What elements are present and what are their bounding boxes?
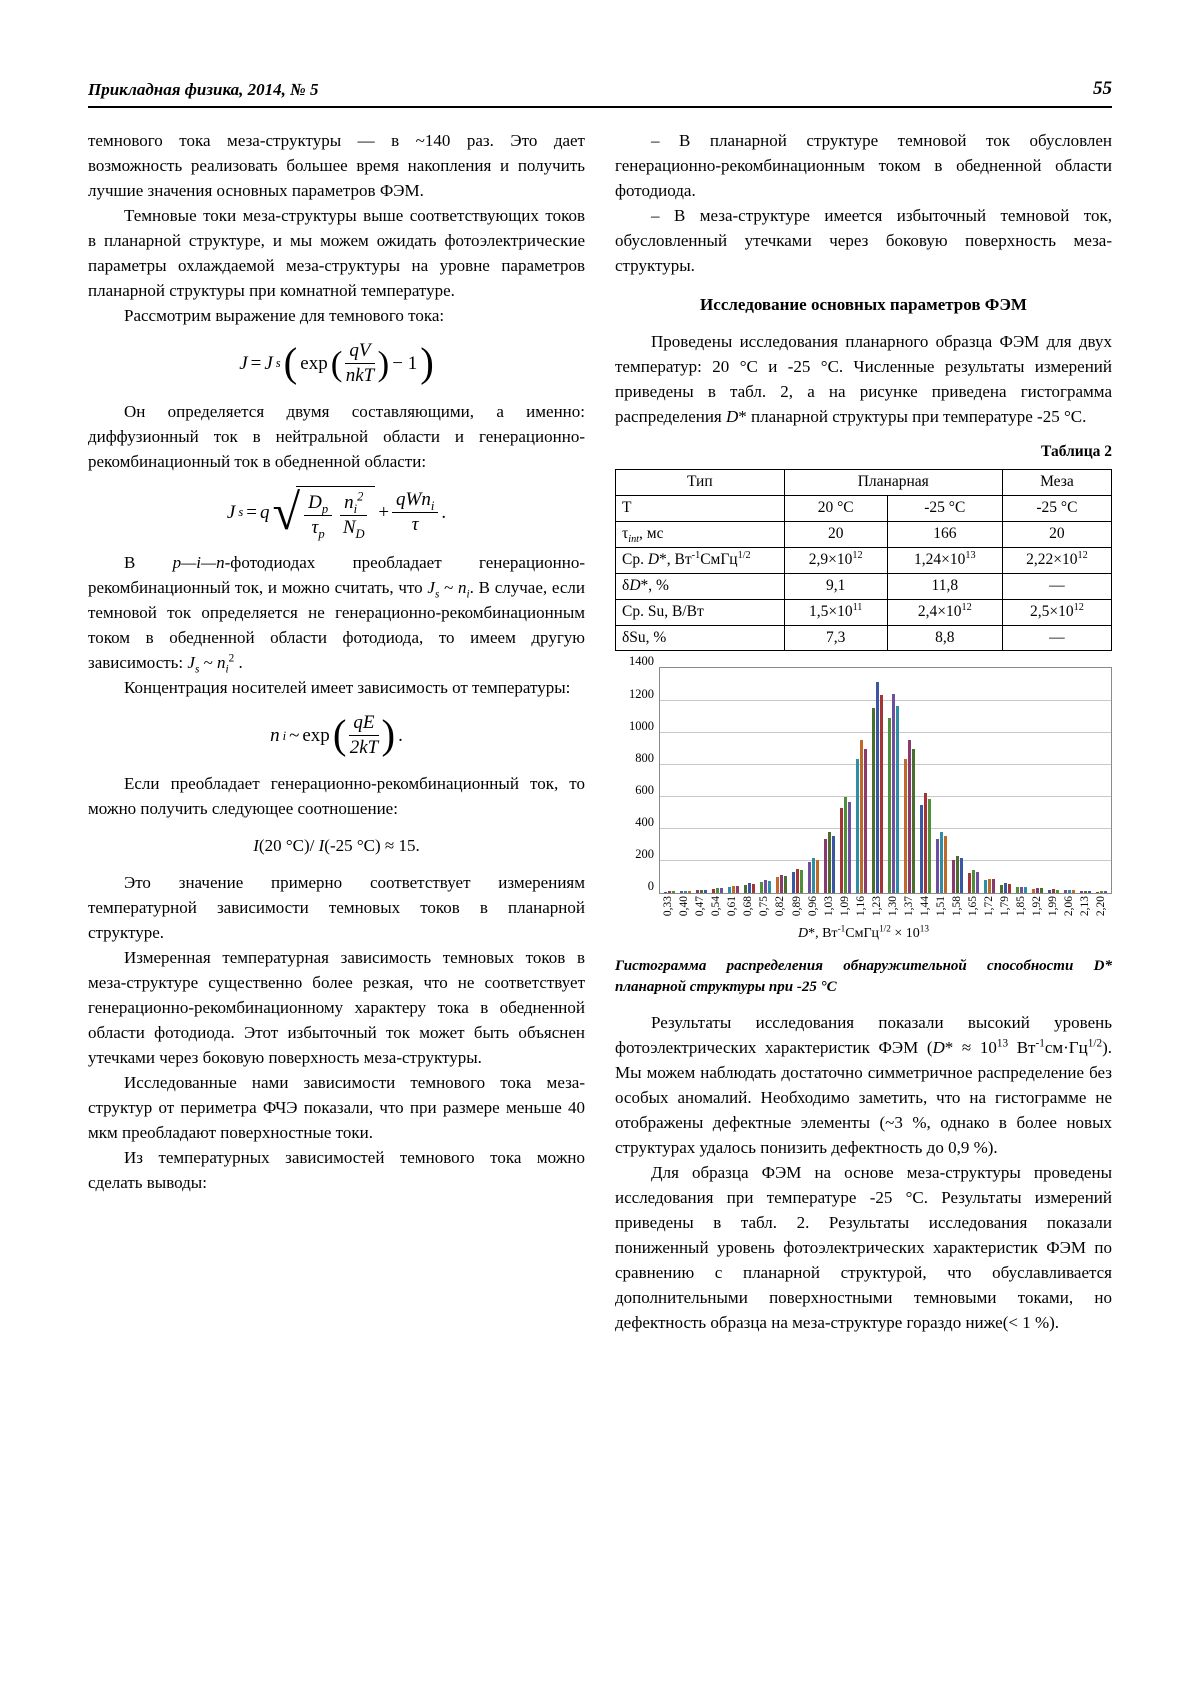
formula-token: n (344, 491, 354, 513)
histogram-bar (1100, 891, 1103, 893)
formula-token: p (321, 501, 329, 516)
histogram-bar (696, 890, 699, 893)
x-tick-slot (998, 896, 1014, 916)
histogram-bar (1016, 887, 1019, 893)
histogram-bar (828, 832, 831, 893)
value-cell: $2,4\times 10^{12}$ (887, 599, 1002, 625)
bar-group (1013, 887, 1029, 893)
right-column (615, 128, 1112, 1335)
y-tick-label: 1400 (629, 654, 654, 669)
histogram-bar (796, 869, 799, 893)
histogram-bar (920, 805, 923, 893)
bar-group (790, 869, 806, 893)
bar-group (1029, 888, 1045, 893)
formula-token: − 1 (392, 352, 418, 374)
close-paren: ) (420, 339, 434, 385)
histogram-bar (888, 718, 891, 893)
table-header-row (616, 470, 1112, 496)
value-cell: — (1002, 573, 1111, 599)
x-tick-label: 1,58 (950, 896, 963, 917)
histogram-bar (1096, 892, 1099, 893)
close-paren: ) (377, 343, 390, 383)
radical-sign: √ (272, 483, 301, 540)
bar-group (965, 870, 981, 893)
x-tick-label: 2,13 (1079, 896, 1092, 917)
y-tick-label: 1000 (629, 718, 654, 733)
section-heading: Исследование основных параметров ФЭМ (700, 295, 1027, 314)
y-tick-label: 0 (647, 879, 654, 894)
formula-token: J (226, 501, 236, 523)
x-tick-label: 1,72 (982, 896, 995, 917)
bar-group (694, 890, 710, 893)
list-item-planar: – В планарной структуре темновой ток обусловлен генерационно-рекомбинационным током в обедненной области фотодиода. (615, 131, 1112, 200)
bar-group (854, 740, 870, 893)
histogram-bar (808, 862, 811, 893)
formula-token: i (353, 501, 358, 516)
x-tick-slot (853, 896, 869, 916)
fraction (340, 489, 367, 541)
formula-token: qWn (396, 488, 431, 510)
y-tick-label: 400 (635, 815, 654, 830)
x-tick-label: 1,37 (902, 896, 915, 917)
x-tick-label: 1,23 (870, 896, 883, 917)
square-root (272, 483, 375, 541)
formula-token: q (259, 501, 270, 523)
value-cell: $1,24\times 10^{13}$ (887, 547, 1002, 573)
value-cell: $2,5\times 10^{12}$ (1002, 599, 1111, 625)
value-cell: 9,1 (784, 573, 887, 599)
bar-group (1061, 890, 1077, 893)
x-tick-slot (869, 896, 885, 916)
denominator: nkT (345, 364, 375, 386)
histogram-bar (960, 858, 963, 893)
histogram-bar (1020, 887, 1023, 893)
column-header-planar: Планарная (784, 470, 1002, 496)
right-paragraph-3: Для образца ФЭМ на основе меза-структуры проведены исследования при температуре -25 °С. Результаты измерений приведены в табл. 2. Результаты исследования показали пониженный уровень фотоэлектрических характеристик ФЭМ по сравнению с планарной структурой, что обуславливается дополнительными поверхностными темновыми токами, но дефектность образца на меза-структуре гораздо ниже(< 1 %). (615, 1162, 1112, 1332)
parameters-table (615, 469, 1112, 651)
x-tick-slot (709, 896, 725, 916)
bar-group (981, 879, 997, 893)
row-label-cell: Т (616, 495, 785, 521)
histogram-bar (792, 872, 795, 893)
bar-group (662, 891, 678, 893)
bar-group (758, 880, 774, 893)
table-row (616, 547, 1112, 573)
histogram-bar (956, 856, 959, 893)
formula-token: 2 (357, 489, 364, 504)
value-cell: $1,5\times 10^{11}$ (784, 599, 887, 625)
histogram-bar (864, 749, 867, 893)
x-tick-slot (837, 896, 853, 916)
x-tick-label: 1,30 (886, 896, 899, 917)
x-tick-label: 2,06 (1063, 896, 1076, 917)
left-paragraph-1: темнового тока меза-структуры — в ~140 раз. Это дает возможность реализовать большее время накопления и получить лучшие значения основных параметров ФЭМ. (88, 131, 585, 200)
bar-group (949, 856, 965, 893)
y-tick-label: 800 (635, 750, 654, 765)
histogram-chart (615, 654, 1112, 945)
value-cell: $2,9\times 10^{12}$ (784, 547, 887, 573)
left-paragraph-2: Темновые токи меза-структуры выше соответствующих токов в планарной структуре, и мы можем ожидать фотоэлектрические параметры охлаждаемой меза-структуры на уровне параметров планарной структуры при комнатной температуре. (88, 206, 585, 300)
histogram-bar (812, 858, 815, 893)
journal-title: Прикладная физика, 2014, № 5 (88, 80, 319, 99)
list-item-mesa: – В меза-структуре имеется избыточный темновой ток, обусловленный утечками через боковую поверхность меза-структуры. (615, 206, 1112, 275)
x-tick-slot (725, 896, 741, 916)
histogram-bar (1104, 891, 1107, 893)
histogram-bar (800, 870, 803, 893)
row-label-cell: $\tau_{int}$, мс (616, 521, 785, 547)
table-row (616, 573, 1112, 599)
fraction (392, 489, 438, 536)
left-paragraph-3: Рассмотрим выражение для темнового тока: (124, 306, 445, 325)
x-tick-slot (1062, 896, 1078, 916)
row-label-cell: Ср. Su, В/Вт (616, 599, 785, 625)
radicand (296, 486, 375, 539)
histogram-bar (1004, 883, 1007, 893)
histogram-bar (668, 891, 671, 893)
fraction (349, 712, 378, 759)
histogram-bar (720, 888, 723, 893)
histogram-bar (968, 873, 971, 893)
bar-group (918, 793, 934, 893)
histogram-bar (1048, 890, 1051, 893)
x-tick-slot (934, 896, 950, 916)
numerator: qV (345, 340, 374, 364)
x-tick-slot (773, 896, 789, 916)
histogram-bar (748, 883, 751, 893)
x-tick-slot (789, 896, 805, 916)
histogram-bar (816, 860, 819, 893)
x-tick-label: 0,54 (710, 896, 723, 917)
histogram-bar (1064, 890, 1067, 893)
formula-token: . (398, 725, 403, 747)
bar-group (710, 888, 726, 893)
x-tick-slot (821, 896, 837, 916)
histogram-bar (860, 740, 863, 893)
x-tick-slot (741, 896, 757, 916)
bar-group (1093, 891, 1109, 893)
x-tick-slot (950, 896, 966, 916)
left-column (88, 128, 585, 1335)
row-label-cell: δSu, % (616, 625, 785, 651)
numerator: qE (349, 712, 378, 736)
close-paren: ) (381, 712, 396, 758)
left-paragraph-7: Если преобладает генерационно-рекомбинационный ток, то можно получить следующее соотношение: (88, 774, 585, 819)
histogram-bar (700, 890, 703, 893)
histogram-bar (992, 879, 995, 893)
histogram-bar (784, 876, 787, 893)
x-tick-label: 1,65 (966, 896, 979, 917)
page-number: 55 (1093, 78, 1112, 99)
histogram-bar (872, 708, 875, 893)
bar-group (806, 858, 822, 893)
value-cell: 166 (887, 521, 1002, 547)
histogram-bar (768, 881, 771, 893)
x-tick-label: 0,75 (758, 896, 771, 917)
bar-group (1077, 891, 1093, 893)
table-row (616, 599, 1112, 625)
histogram-bar (944, 836, 947, 893)
bar-group (822, 832, 838, 893)
histogram-bar (832, 836, 835, 893)
formula-saturation-current: J s = q √ $\frac{D_p}{\tau_p}$ $\frac{n_i^2}{N_D}$ + $\frac{qWn_i}{\tau}$ . (226, 483, 447, 541)
x-tick-slot (1030, 896, 1046, 916)
histogram-bar (940, 832, 943, 893)
x-tick-label: 1,92 (1030, 896, 1043, 917)
formula-token: D (355, 526, 365, 541)
left-paragraph-9: Измеренная температурная зависимость темновых токов в меза-структуре существенно более резкая, что не соответствует генерационно-рекомбинационному характеру тока в обедненной области фотодиода. Этот избыточный ток может быть объяснен утечками через боковую поверхность меза-структуры. (88, 948, 585, 1068)
fraction (304, 492, 332, 539)
histogram-bar (1024, 887, 1027, 893)
histogram-bar (664, 892, 667, 893)
right-paragraph-2: Результаты исследования показали высокий уровень фотоэлектрических характеристик ФЭМ ($D* \approx 10^{13}$ $Вт^{-1}см\cdot Гц^{1/2}$). Мы можем наблюдать достаточно симметричное распределение без особых аномалий. Необходимо заметить, что на гистограмме не отображены дефектные элементы (~3 %, однако в более новых структурах удалось понизить дефектность до 0,9 %). (615, 1012, 1112, 1157)
histogram-bar (684, 891, 687, 893)
histogram-bar (1000, 885, 1003, 893)
x-tick-slot (1014, 896, 1030, 916)
value-cell: $2,22\times 10^{12}$ (1002, 547, 1111, 573)
y-tick-label: 600 (635, 783, 654, 798)
left-paragraph-5: В p—i—n-фотодиодах преобладает генерационно-рекомбинационный ток, и можно считать, что $J_s$ ~ $n_i$. В случае, если темновой ток определяется не генерационно-рекомбинационным током в обедненной области фотодиода, то имеем другую зависимость: $J_s$ ~ $n_i^2$ . (88, 553, 585, 676)
chart-x-title: D*, $Вт^{-1}СмГц^{1/2} \times 10^{13}$ (797, 922, 930, 941)
histogram-bar (1040, 888, 1043, 893)
x-tick-slot (918, 896, 934, 916)
x-tick-slot (757, 896, 773, 916)
bar-group (933, 832, 949, 893)
value-cell: 20 (1002, 521, 1111, 547)
x-tick-label: 0,89 (790, 896, 803, 917)
histogram-bar (1080, 891, 1083, 893)
column-header-type: Тип (616, 470, 785, 496)
left-paragraph-10: Исследованные нами зависимости темнового тока меза-структур от периметра ФЧЭ показали, что при размере меньше 40 мкм преобладают поверхностные токи. (88, 1073, 585, 1143)
x-tick-label: 0,47 (694, 896, 707, 917)
bar-group (678, 891, 694, 893)
formula-token: . (441, 501, 447, 523)
histogram-bar (924, 793, 927, 893)
histogram-bar (880, 695, 883, 893)
open-paren: ( (332, 712, 347, 758)
x-tick-label: 0,82 (774, 896, 787, 917)
value-cell: — (1002, 625, 1111, 651)
histogram-bar (736, 886, 739, 893)
bar-group (1045, 889, 1061, 893)
denominator: 2kT (349, 737, 379, 759)
bar-group (838, 797, 854, 893)
histogram-bar (908, 740, 911, 893)
formula-token: J (264, 352, 273, 374)
x-tick-slot (677, 896, 693, 916)
histogram-bar (716, 888, 719, 893)
row-label-cell: δD*, % (616, 573, 785, 599)
histogram-bar (1008, 884, 1011, 893)
x-tick-slot (661, 896, 677, 916)
x-tick-slot (885, 896, 901, 916)
histogram-bar (840, 808, 843, 893)
bar-group (902, 740, 918, 893)
histogram-bar (848, 802, 851, 893)
histogram-bar (972, 870, 975, 893)
table-label: Таблица 2 (1041, 443, 1112, 460)
formula-token: i (430, 498, 435, 513)
x-tick-label: 1,16 (854, 896, 867, 917)
chart-plot (659, 667, 1112, 894)
open-paren: ( (283, 339, 298, 385)
left-paragraph-11: Из температурных зависимостей темнового тока можно сделать выводы: (88, 1148, 585, 1193)
table-body (616, 495, 1112, 651)
histogram-bar (892, 694, 895, 893)
histogram-bar (1072, 890, 1075, 893)
x-tick-slot (693, 896, 709, 916)
histogram-bar (936, 839, 939, 893)
table-row (616, 521, 1112, 547)
column-header-mesa: Меза (1002, 470, 1111, 496)
histogram-bar (928, 799, 931, 893)
histogram-bar (780, 875, 783, 893)
histogram-bar (984, 880, 987, 893)
formula-token: = (250, 352, 262, 374)
right-paragraph-1: Проведены исследования планарного образца ФЭМ для двух температур: 20 °С и -25 °С. Численные результаты измерений приведены в табл. 2, а на рисунке приведена гистограмма распределения D* планарной структуры при температуре -25 °С. (615, 332, 1112, 426)
x-tick-slot (1046, 896, 1062, 916)
table-row (616, 495, 1112, 521)
x-tick-label: 1,09 (838, 896, 851, 917)
histogram-bar (824, 839, 827, 893)
x-tick-label: 1,99 (1047, 896, 1060, 917)
open-paren: ( (330, 343, 343, 383)
formula-token: ~ (289, 725, 300, 747)
histogram-bar (988, 879, 991, 893)
formula-carrier-concentration: n i ~ exp ( $\frac{qE}{2kT}$ ) . (270, 712, 403, 759)
left-paragraph-8: Это значение примерно соответствует измерениям температурной зависимости темновых токов в планарной структуре. (88, 873, 585, 943)
x-tick-label: 1,03 (822, 896, 835, 917)
x-tick-slot (982, 896, 998, 916)
x-tick-slot (966, 896, 982, 916)
bar-group (726, 886, 742, 893)
histogram-bar (688, 891, 691, 893)
bar-group (774, 875, 790, 893)
value-cell: -25 °С (887, 495, 1002, 521)
x-tick-slot (1078, 896, 1094, 916)
histogram-bar (752, 884, 755, 893)
formula-token: τ (311, 516, 319, 538)
x-tick-label: 0,68 (742, 896, 755, 917)
y-tick-label: 200 (635, 847, 654, 862)
histogram-bar (896, 706, 899, 893)
histogram-bar (776, 877, 779, 893)
histogram-bar (712, 889, 715, 893)
histogram-bar (1052, 889, 1055, 893)
bar-group (870, 682, 886, 893)
histogram-bar (680, 891, 683, 893)
histogram-bar (1088, 891, 1091, 893)
value-cell: 20 (784, 521, 887, 547)
x-tick-label: 1,85 (1014, 896, 1027, 917)
formula-token: J (239, 352, 248, 374)
row-label-cell: Ср. D*, $Вт^{-1}СмГц^{1/2}$ (616, 547, 785, 573)
y-tick-label: 1200 (629, 686, 654, 701)
x-tick-label: 0,33 (662, 896, 675, 917)
histogram-bar (912, 749, 915, 893)
value-cell: 11,8 (887, 573, 1002, 599)
value-cell: -25 °С (1002, 495, 1111, 521)
value-cell: 7,3 (784, 625, 887, 651)
histogram-bar (1036, 888, 1039, 893)
histogram-bar (1056, 890, 1059, 893)
chart-y-axis (615, 654, 659, 894)
x-tick-label: 0,96 (806, 896, 819, 917)
left-paragraph-6: Концентрация носителей имеет зависимость от температуры: (124, 678, 571, 698)
histogram-bar (764, 880, 767, 893)
formula-token: + (378, 501, 390, 523)
value-cell: 20 °С (784, 495, 887, 521)
x-tick-slot (1094, 896, 1110, 916)
histogram-bar (952, 860, 955, 893)
formula-token: exp (302, 725, 330, 747)
formula-token: N (342, 516, 356, 538)
histogram-bar (1084, 891, 1087, 893)
histogram-bar (760, 882, 763, 893)
bar-group (742, 883, 758, 893)
x-tick-slot (901, 896, 917, 916)
histogram-bar (976, 872, 979, 893)
x-tick-slot (805, 896, 821, 916)
x-tick-label: 0,61 (726, 896, 739, 917)
formula-token: D (308, 491, 322, 513)
chart-x-labels (659, 896, 1112, 916)
bar-group (997, 883, 1013, 893)
chart-bars (660, 668, 1111, 893)
formula-token: p (318, 526, 325, 541)
value-cell: 8,8 (887, 625, 1002, 651)
left-paragraph-4: Он определяется двумя составляющими, а именно: диффузионный ток в нейтральной области и генерационно-рекомбинационный ток в обедненной области: (88, 401, 585, 471)
histogram-bar (704, 890, 707, 893)
histogram-bar (744, 885, 747, 893)
x-tick-label: 1,44 (918, 896, 931, 917)
histogram-bar (904, 759, 907, 893)
fraction (345, 340, 374, 387)
table-row (616, 625, 1112, 651)
page-header (88, 78, 1112, 108)
two-column-body (88, 128, 1112, 1335)
histogram-bar (856, 759, 859, 893)
histogram-bar (844, 797, 847, 893)
formula-ratio: I(20 °C)/ I(-25 °C) ≈ 15. (253, 836, 420, 856)
formula-token: exp (300, 352, 328, 374)
formula-token: τ (411, 513, 419, 535)
figure-caption: Гистограмма распределения обнаружительной способности D* планарной структуры при -25 °С (615, 957, 1112, 995)
x-tick-label: 0,40 (678, 896, 691, 917)
x-tick-label: 1,79 (998, 896, 1011, 917)
histogram-bar (728, 887, 731, 893)
histogram-bar (672, 891, 675, 893)
x-tick-label: 2,20 (1095, 896, 1108, 917)
formula-dark-current: J = J s ( exp ( $\frac{qV}{\text{nkT}}$ ) − 1 ) (239, 339, 434, 386)
formula-token: = (246, 501, 257, 523)
histogram-bar (1032, 889, 1035, 893)
formula-token: n (270, 725, 280, 747)
histogram-bar (732, 886, 735, 893)
x-tick-label: 1,51 (934, 896, 947, 917)
histogram-bar (876, 682, 879, 893)
bar-group (886, 694, 902, 893)
histogram-bar (1068, 890, 1071, 893)
